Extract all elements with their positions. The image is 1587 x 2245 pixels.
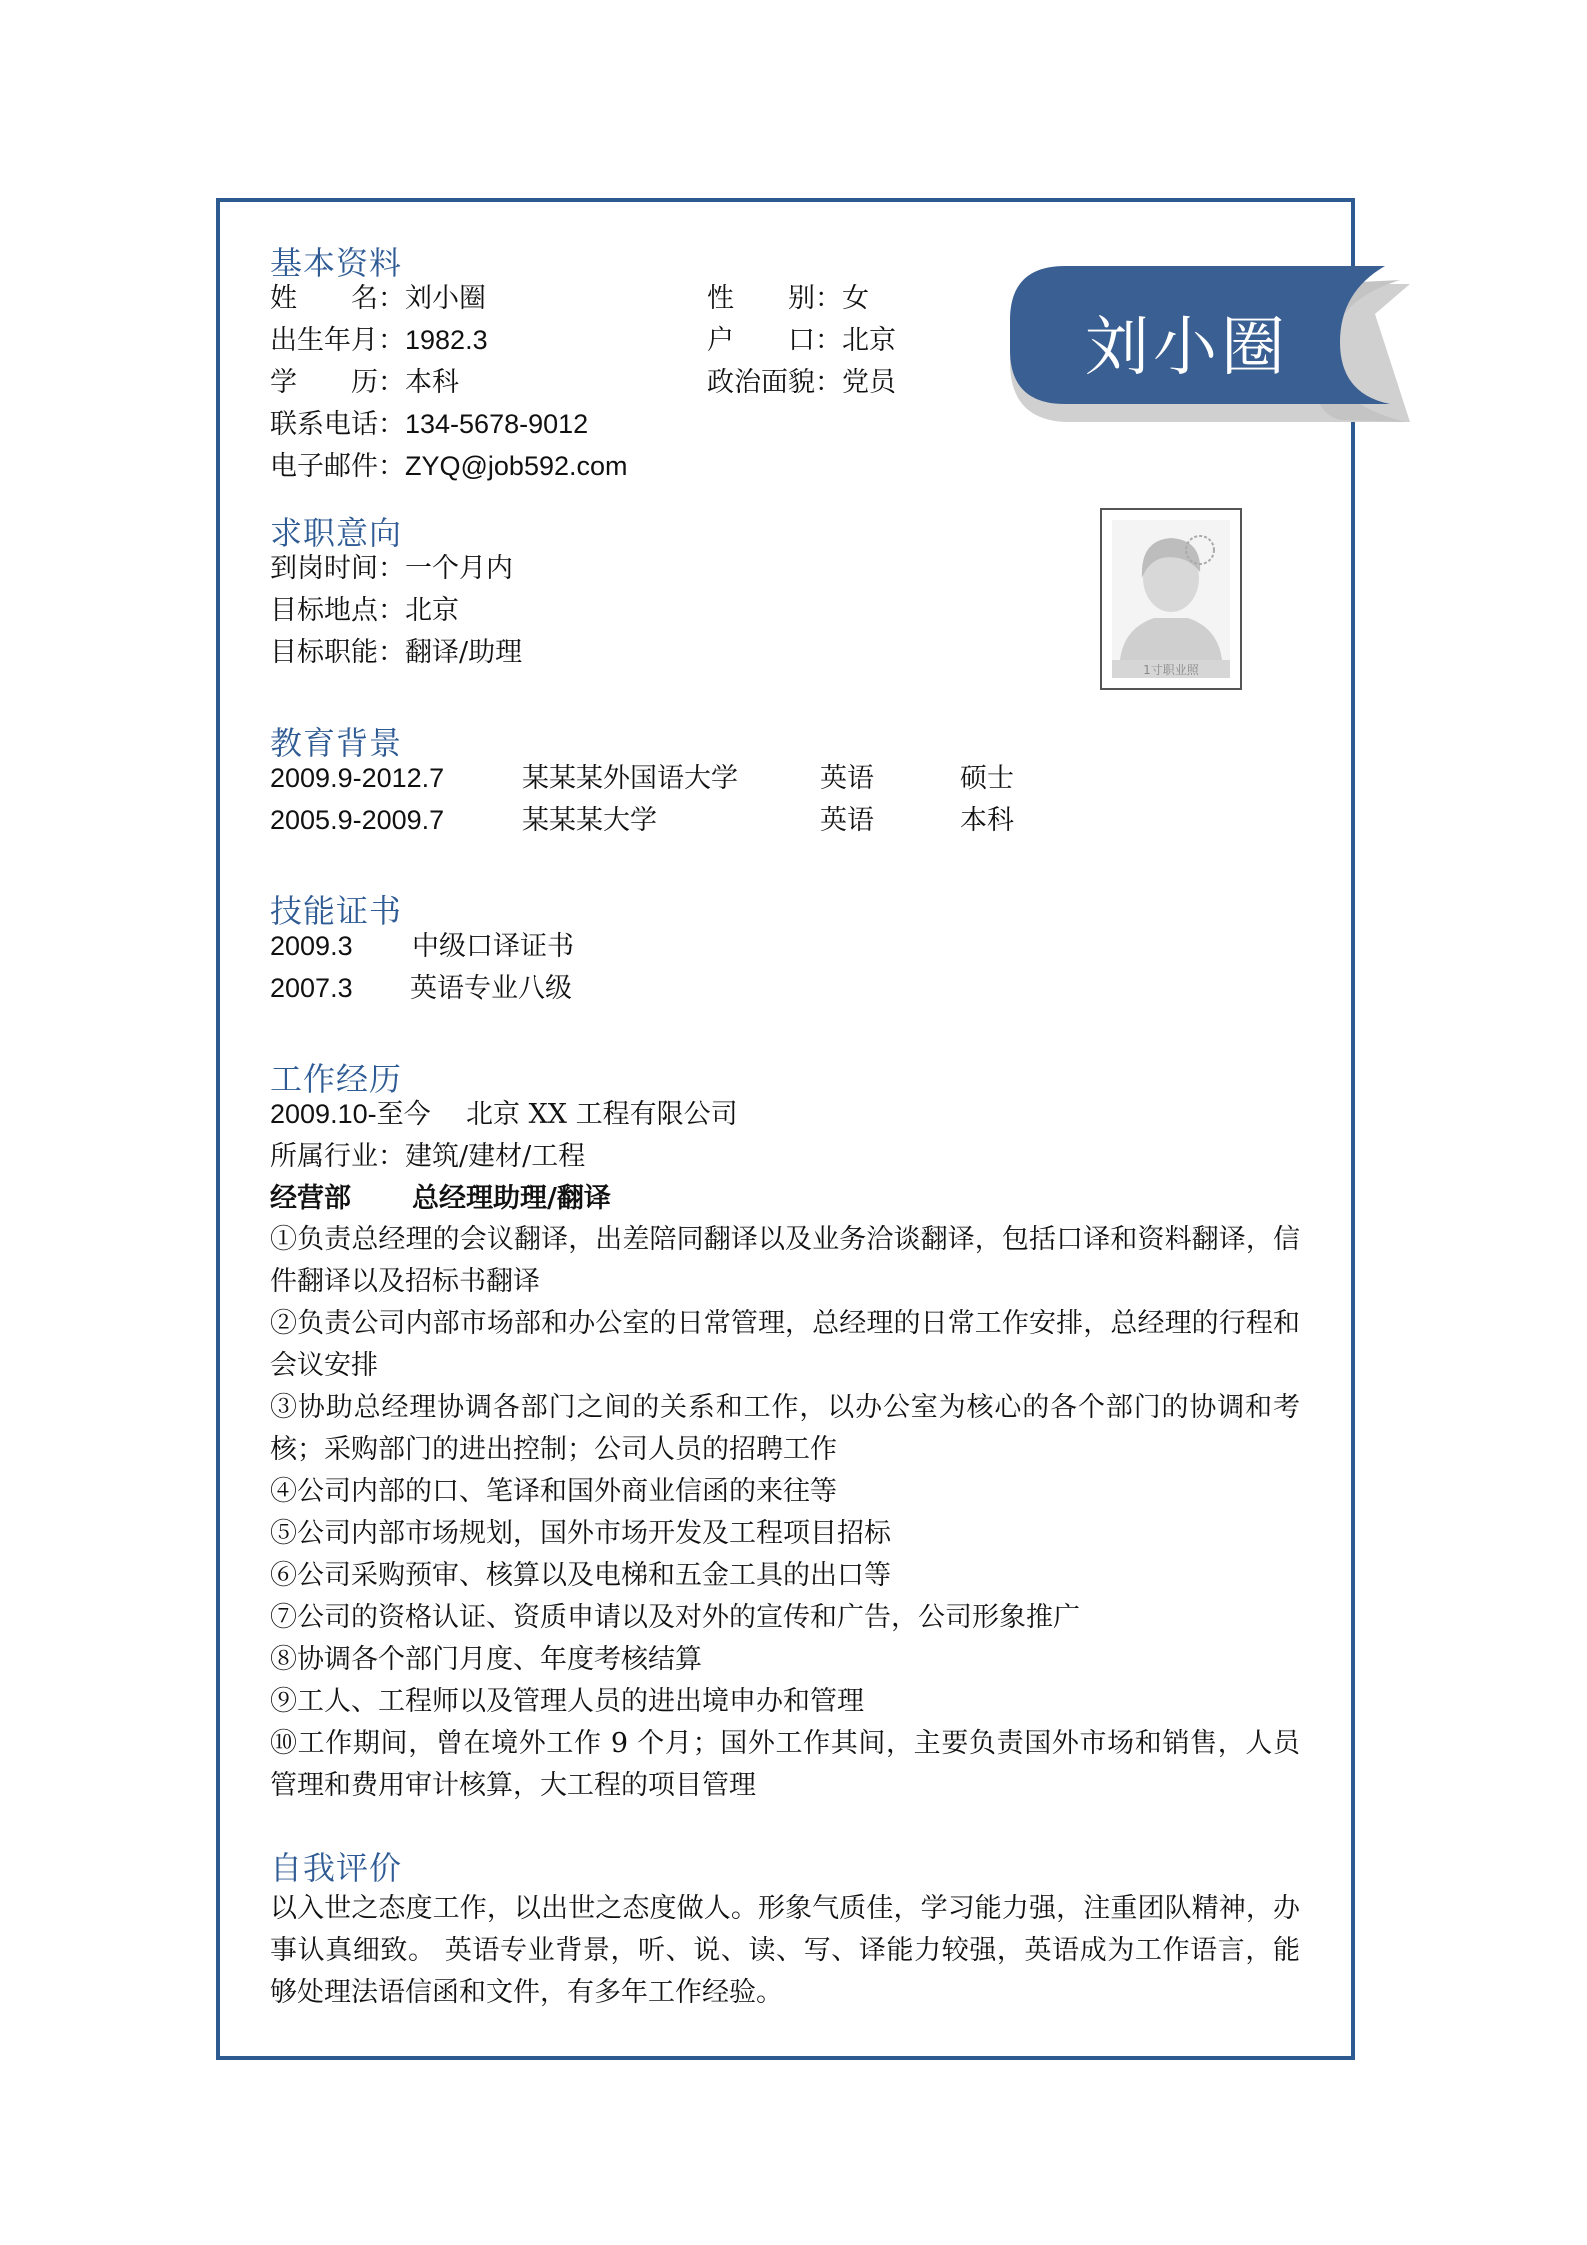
skill-date: 2007.3 bbox=[270, 973, 353, 1003]
work-industry-row: 所属行业：建筑/建材/工程 bbox=[270, 1141, 586, 1172]
work-duties bbox=[270, 1219, 1300, 1807]
phone-row: 联系电话：134-5678-9012 bbox=[270, 409, 589, 440]
edu-degree: 硕士 bbox=[960, 763, 1014, 794]
edu-period: 2009.9-2012.7 bbox=[270, 763, 445, 793]
photo-placeholder bbox=[1100, 508, 1242, 690]
section-title-skills: 技能证书 bbox=[270, 892, 403, 930]
hukou-row: 户 口：北京 bbox=[707, 325, 896, 356]
gender-row: 性 别：女 bbox=[707, 283, 869, 314]
work-title: 总经理助理/翻译 bbox=[412, 1183, 611, 1214]
duty-item: ⑦公司的资格认证、资质申请以及对外的宣传和广告，公司形象推广 bbox=[270, 1602, 1080, 1633]
email-row: 电子邮件：ZYQ@job592.com bbox=[270, 451, 628, 482]
section-title-education: 教育背景 bbox=[270, 724, 403, 762]
work-period: 2009.10-至今 bbox=[270, 1099, 431, 1129]
duty-item: ③协助总经理协调各部门之间的关系和工作，以办公室为核心的各个部门的协调和考核；采购部门的进出控制；公司人员的招聘工作 bbox=[270, 1392, 1300, 1465]
skill-date: 2009.3 bbox=[270, 931, 353, 961]
duty-item: ④公司内部的口、笔译和国外商业信函的来往等 bbox=[270, 1476, 837, 1507]
edu-school: 某某某外国语大学 bbox=[522, 763, 738, 794]
edu-major: 英语 bbox=[820, 763, 874, 794]
edu-period: 2005.9-2009.7 bbox=[270, 805, 445, 835]
birth-row: 出生年月：1982.3 bbox=[270, 325, 488, 356]
duty-item: ①负责总经理的会议翻译，出差陪同翻译以及业务洽谈翻译，包括口译和资料翻译，信件翻译以及招标书翻译 bbox=[270, 1224, 1300, 1297]
banner-name: 刘小圈 bbox=[1085, 311, 1289, 385]
self-evaluation: 以入世之态度工作，以出世之态度做人。形象气质佳，学习能力强，注重团队精神，办事认真细致。 英语专业背景，听、说、读、写、译能力较强，英语成为工作语言，能够处理法语信函和文件，有多年工作经验。 bbox=[270, 1893, 1300, 2008]
section-title-self: 自我评价 bbox=[270, 1849, 403, 1887]
edu-major: 英语 bbox=[820, 805, 874, 836]
section-title-basic: 基本资料 bbox=[270, 244, 403, 282]
photo-caption: 1寸职业照 bbox=[1143, 663, 1199, 677]
person-silhouette-icon bbox=[1102, 510, 1240, 688]
duty-item: ⑥公司采购预审、核算以及电梯和五金工具的出口等 bbox=[270, 1560, 891, 1591]
intent-time-row: 到岗时间：一个月内 bbox=[270, 553, 513, 584]
duty-item: ⑨工人、工程师以及管理人员的进出境申办和管理 bbox=[270, 1686, 864, 1717]
duty-item: ⑩工作期间，曾在境外工作 9 个月；国外工作其间，主要负责国外市场和销售，人员管理和费用审计核算，大工程的项目管理 bbox=[270, 1728, 1300, 1801]
intent-place-row: 目标地点：北京 bbox=[270, 595, 459, 626]
duty-item: ②负责公司内部市场部和办公室的日常管理，总经理的日常工作安排，总经理的行程和会议安排 bbox=[270, 1308, 1300, 1381]
section-title-work: 工作经历 bbox=[270, 1060, 403, 1098]
degree-row: 学 历：本科 bbox=[270, 367, 459, 398]
work-dept: 经营部 bbox=[270, 1183, 351, 1214]
section-title-intent: 求职意向 bbox=[270, 514, 403, 552]
skill-name: 中级口译证书 bbox=[412, 931, 574, 962]
skill-name: 英语专业八级 bbox=[410, 973, 572, 1004]
work-company: 北京 XX 工程有限公司 bbox=[466, 1099, 738, 1130]
intent-func-row: 目标职能：翻译/助理 bbox=[270, 637, 523, 668]
politics-row: 政治面貌：党员 bbox=[707, 367, 896, 398]
duty-item: ⑧协调各个部门月度、年度考核结算 bbox=[270, 1644, 702, 1675]
edu-school: 某某某大学 bbox=[522, 805, 657, 836]
name-row: 姓 名：刘小圈 bbox=[270, 283, 486, 314]
duty-item: ⑤公司内部市场规划，国外市场开发及工程项目招标 bbox=[270, 1518, 891, 1549]
edu-degree: 本科 bbox=[960, 805, 1014, 836]
